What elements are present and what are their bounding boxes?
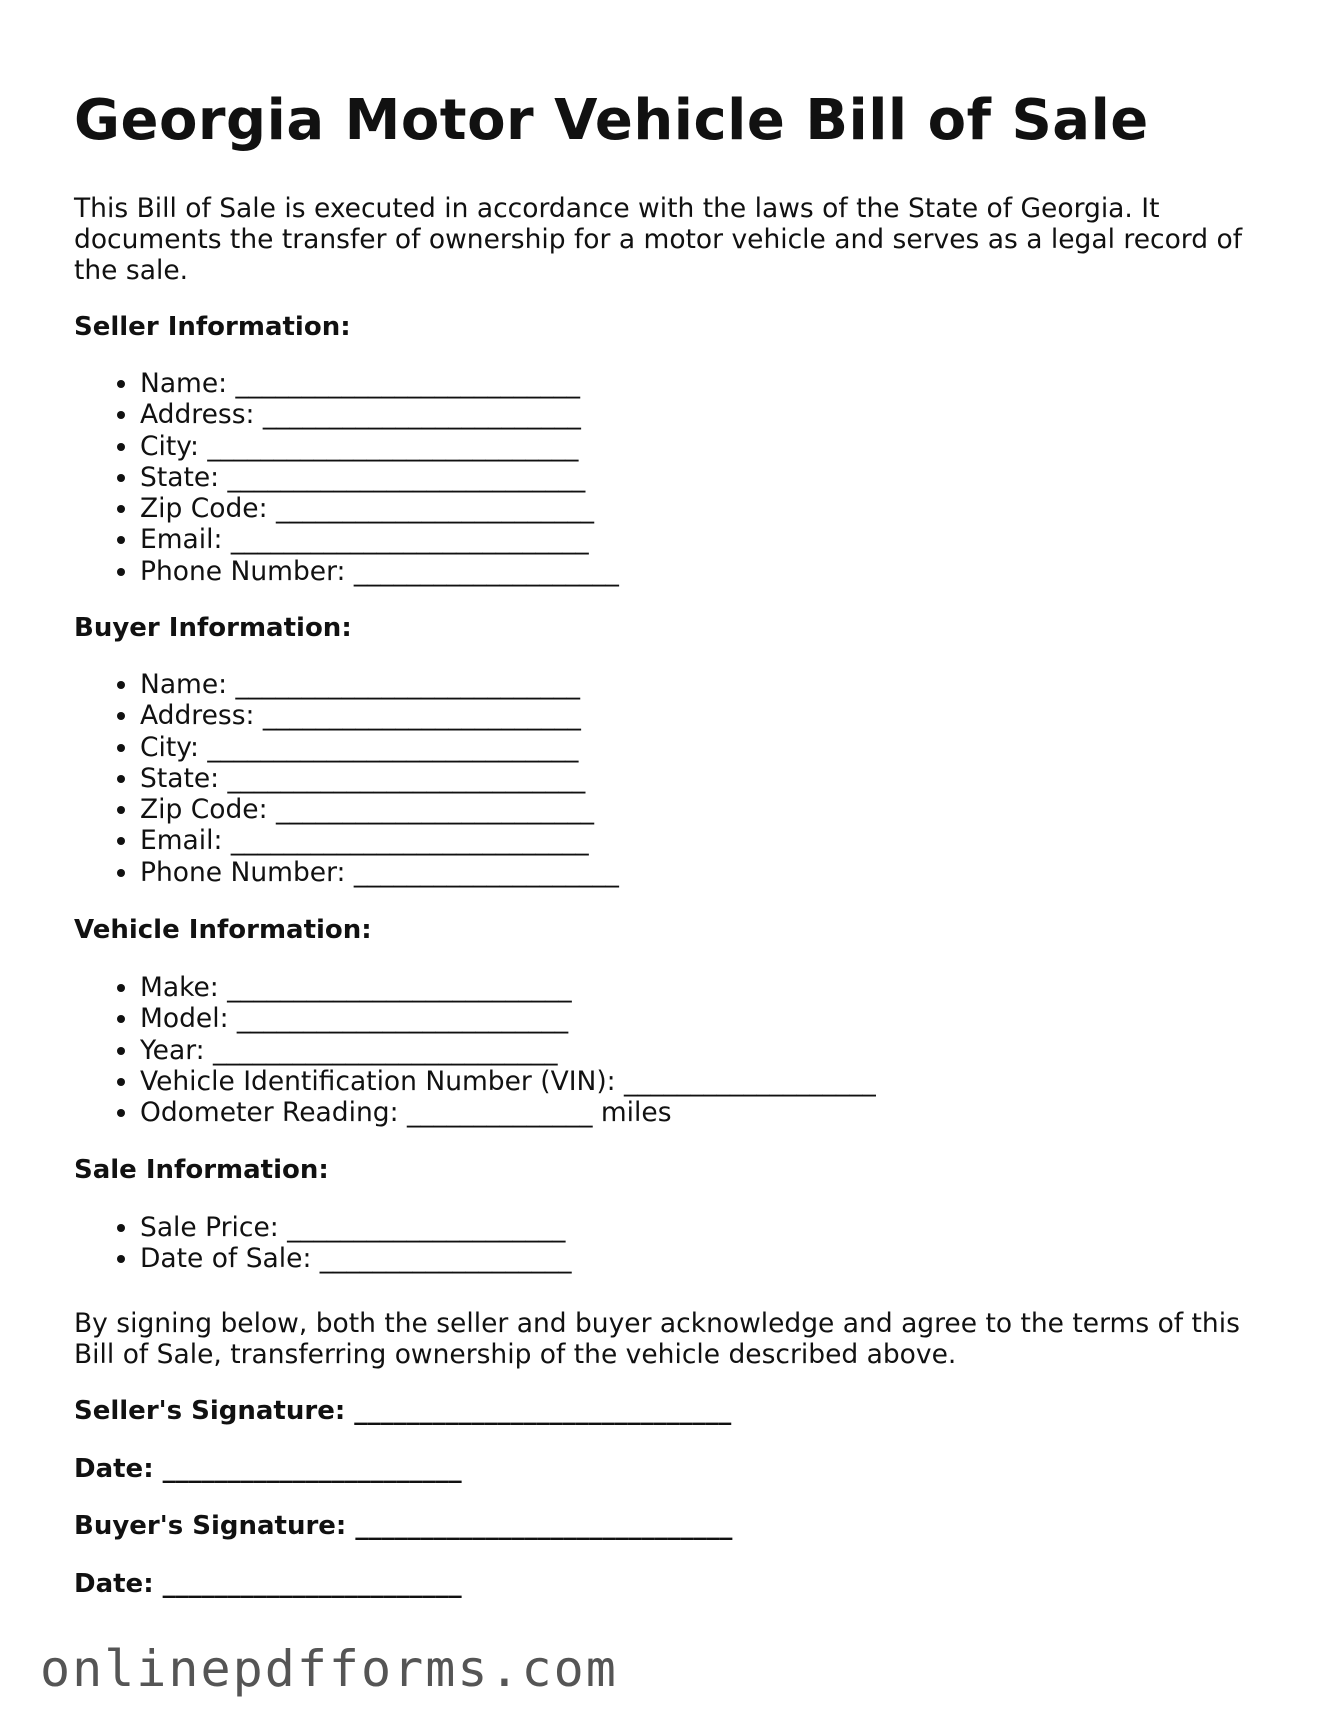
seller-city-field[interactable]: • City: ____________________________ xyxy=(140,431,619,462)
sale-heading: Sale Information: xyxy=(74,1155,329,1185)
buyer-address-field[interactable]: • Address: ________________________ xyxy=(140,700,619,731)
seller-state-field[interactable]: • State: ___________________________ xyxy=(140,462,619,493)
vehicle-vin-field[interactable]: • Vehicle Identification Number (VIN): ___________________ xyxy=(140,1066,876,1097)
vehicle-make-field[interactable]: • Make: __________________________ xyxy=(140,972,876,1003)
sale-fields-list xyxy=(74,1212,572,1275)
buyer-email-field[interactable]: • Email: ___________________________ xyxy=(140,825,619,856)
buyer-zip-field[interactable]: • Zip Code: ________________________ xyxy=(140,794,619,825)
buyer-fields-list xyxy=(74,669,619,888)
document-title: Georgia Motor Vehicle Bill of Sale xyxy=(74,88,1149,153)
buyer-name-field[interactable]: • Name: __________________________ xyxy=(140,669,619,700)
sale-price-field[interactable]: • Sale Price: _____________________ xyxy=(140,1212,572,1243)
vehicle-fields-list xyxy=(74,972,876,1128)
buyer-signature-line[interactable]: Buyer's Signature: _____________________________ xyxy=(74,1511,733,1541)
vehicle-heading: Vehicle Information: xyxy=(74,915,372,945)
intro-paragraph: This Bill of Sale is executed in accordance with the laws of the State of Georgia. It documents the transfer of ownership for a motor vehicle and serves as a legal record of the sale. xyxy=(74,193,1243,286)
seller-heading: Seller Information: xyxy=(74,312,351,342)
seller-address-field[interactable]: • Address: ________________________ xyxy=(140,399,619,430)
seller-name-field[interactable]: • Name: __________________________ xyxy=(140,368,619,399)
seller-signature-line[interactable]: Seller's Signature: _____________________________ xyxy=(74,1396,732,1426)
seller-date-line[interactable]: Date: _______________________ xyxy=(74,1454,462,1484)
seller-fields-list xyxy=(74,368,619,587)
buyer-state-field[interactable]: • State: ___________________________ xyxy=(140,763,619,794)
seller-phone-field[interactable]: • Phone Number: ____________________ xyxy=(140,556,619,587)
buyer-phone-field[interactable]: • Phone Number: ____________________ xyxy=(140,857,619,888)
seller-email-field[interactable]: • Email: ___________________________ xyxy=(140,524,619,555)
watermark-text: onlinepdfforms.com xyxy=(40,1640,618,1698)
vehicle-model-field[interactable]: • Model: _________________________ xyxy=(140,1003,876,1034)
sale-date-field[interactable]: • Date of Sale: ___________________ xyxy=(140,1243,572,1274)
acknowledgement-paragraph: By signing below, both the seller and buyer acknowledge and agree to the terms of this Bill of Sale, transferring ownership of the vehicle described above. xyxy=(74,1308,1240,1370)
buyer-date-line[interactable]: Date: _______________________ xyxy=(74,1569,462,1599)
vehicle-odometer-field[interactable]: • Odometer Reading: ______________ miles xyxy=(140,1097,876,1128)
buyer-city-field[interactable]: • City: ____________________________ xyxy=(140,732,619,763)
buyer-heading: Buyer Information: xyxy=(74,613,352,643)
seller-zip-field[interactable]: • Zip Code: ________________________ xyxy=(140,493,619,524)
vehicle-year-field[interactable]: • Year: __________________________ xyxy=(140,1035,876,1066)
